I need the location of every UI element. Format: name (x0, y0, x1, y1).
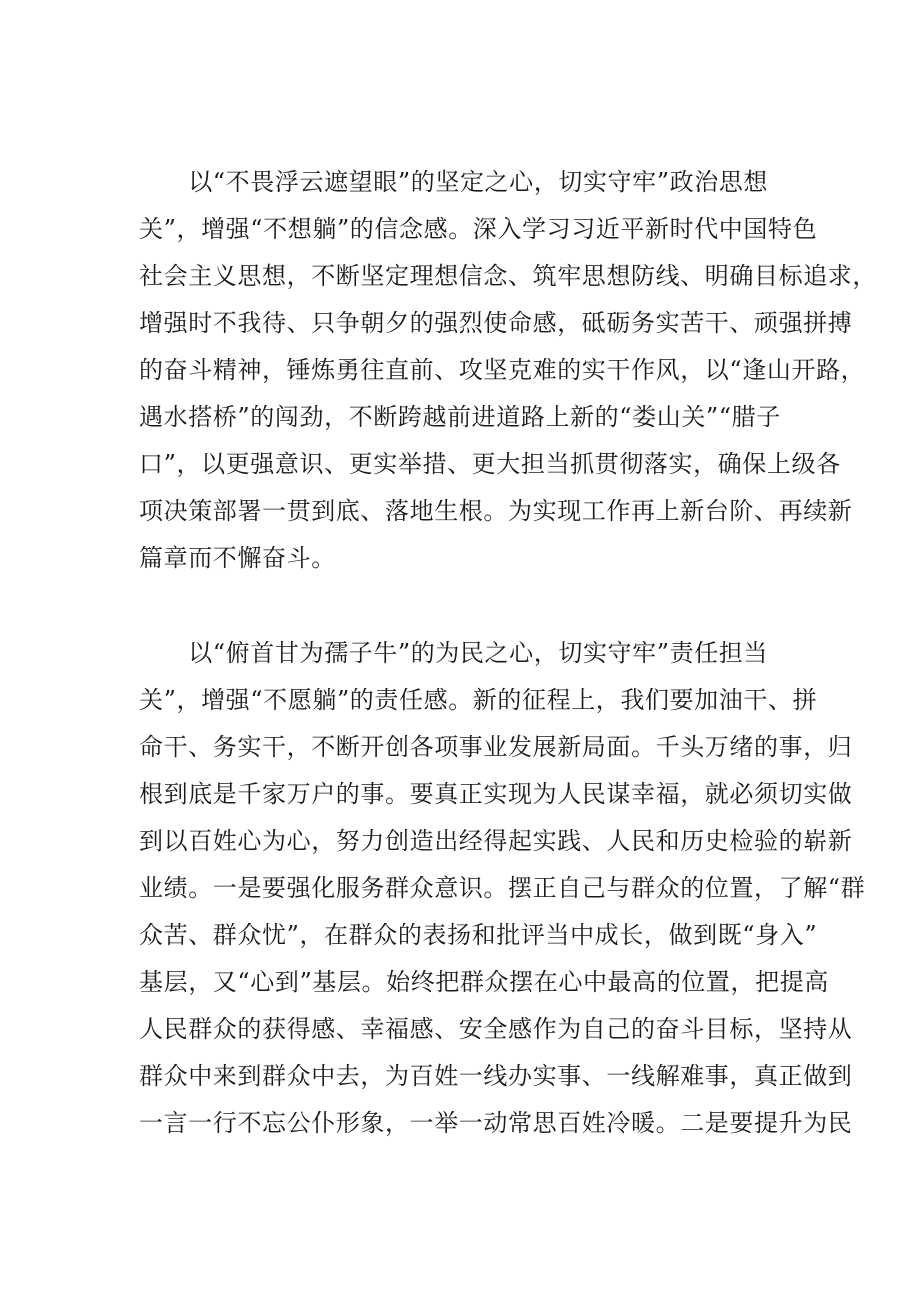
paragraph-spacer (139, 582, 779, 630)
text-line: 基层，又“心到”基层。始终把群众摆在心中最高的位置，把提高 (139, 968, 829, 996)
text-line: 业绩。一是要强化服务群众意识。摆正自己与群众的位置，了解“群 (139, 874, 866, 902)
text-line: 的奋斗精神，锤炼勇往直前、攻坚克难的实干作风，以“逢山开路， (139, 356, 866, 384)
text-line: 到以百姓心为心，努力创造出经得起实践、人民和历史检验的崭新 (139, 827, 853, 855)
text-line: 以“不畏浮云遮望眼”的坚定之心，切实守牢”政治思想 (139, 168, 769, 196)
text-line: 篇章而不懈奋斗。 (139, 544, 336, 572)
text-line: 人民群众的获得感、幸福感、安全感作为自己的奋斗目标，坚持从 (139, 1015, 853, 1043)
paragraph-responsibility (139, 630, 866, 1147)
text-line: 群众中来到群众中去，为百姓一线办实事、一线解难事，真正做到 (139, 1062, 853, 1090)
text-line: 根到底是千家万户的事。要真正实现为人民谋幸福，就必须切实做 (139, 780, 853, 808)
text-line: 增强时不我待、只争朝夕的强烈使命感，砥砺务实苦干、顽强拼搏 (139, 309, 853, 337)
text-line: 以“俯首甘为孺子牛”的为民之心，切实守牢”责任担当 (139, 639, 769, 667)
text-line: 一言一行不忘公仆形象，一举一动常思百姓冷暖。二是要提升为民 (139, 1109, 853, 1137)
text-line: 关”，增强“不想躺”的信念感。深入学习习近平新时代中国特色 (139, 215, 818, 243)
text-line: 关”，增强“不愿躺”的责任感。新的征程上，我们要加油干、拼 (139, 686, 818, 714)
paragraph-political-ideology (139, 159, 877, 582)
text-line: 众苦、群众忧”，在群众的表扬和批评当中成长，做到既“身入” (139, 921, 818, 949)
document-body (139, 159, 877, 1147)
text-line: 口”，以更强意识、更实举措、更大担当抓贯彻落实，确保上级各 (139, 450, 841, 478)
text-line: 命干、务实干，不断开创各项事业发展新局面。千头万绪的事，归 (139, 733, 853, 761)
text-line: 项决策部署一贯到底、落地生根。为实现工作再上新台阶、再续新 (139, 497, 853, 525)
text-line: 遇水搭桥”的闯劲，不断跨越前进道路上新的“娄山关”“腊子 (139, 403, 781, 431)
text-line: 社会主义思想，不断坚定理想信念、筑牢思想防线、明确目标追求， (139, 262, 877, 290)
